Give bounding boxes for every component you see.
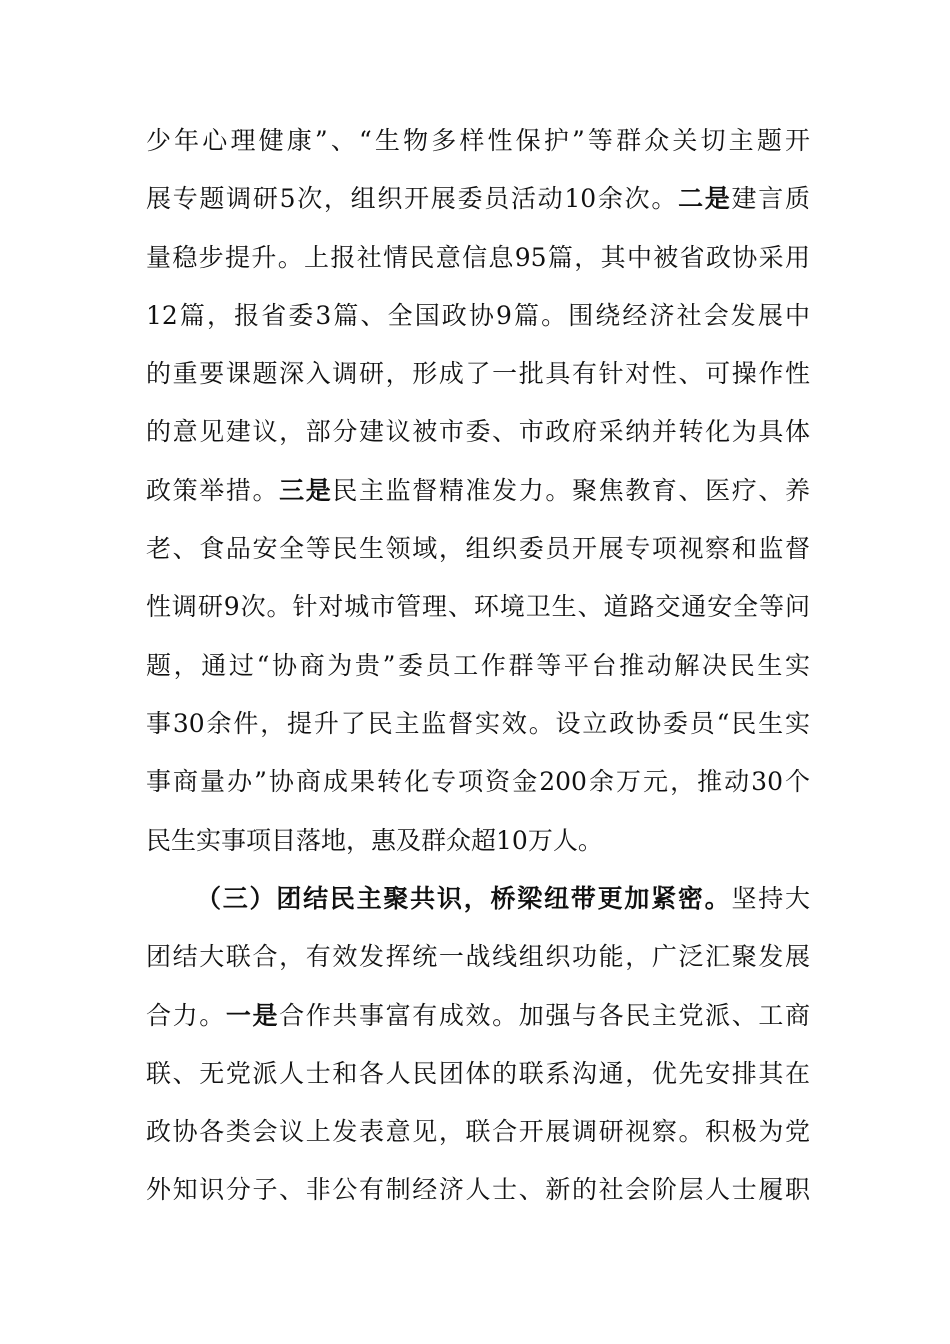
text-run: 外知识分子、非公有制经济人士、新的社会阶层人士履职 [146,1175,810,1205]
section-heading-line [146,870,810,928]
text-line [146,462,810,520]
bold-run: 二是 [678,184,732,214]
text-line [146,637,810,695]
section-heading: （三）团结民主聚共识，桥梁纽带更加紧密。 [196,884,732,913]
text-line [146,403,810,461]
text-line [146,520,810,578]
text-run: 少年心理健康”、“生物多样性保护”等群众关切主题开 [146,126,810,155]
text-run: 政策举措。 [146,475,280,505]
text-run: 政协各类会议上发表意见，联合开展调研视察。积极为党 [146,1117,810,1147]
text-line [146,1045,810,1103]
text-line [146,112,810,170]
text-run: 12篇，报省委3篇、全国政协9篇。围绕经济社会发展中 [146,300,810,330]
text-line [146,229,810,287]
text-line [146,753,810,811]
text-line [146,695,810,753]
bold-run: 三是 [279,475,333,505]
text-run: 事商量办”协商成果转化专项资金200余万元，推动30个 [146,767,810,797]
text-run: 题，通过“协商为贵”委员工作群等平台推动解决民生实 [146,650,810,680]
text-run: 团结大联合，有效发挥统一战线组织功能，广泛汇聚发展 [146,942,810,972]
paragraph-section-three [146,870,810,1220]
text-run: 的意见建议，部分建议被市委、市政府采纳并转化为具体 [146,417,810,447]
text-run: 性调研9次。针对城市管理、环境卫生、道路交通安全等问 [146,592,810,622]
text-run: 的重要课题深入调研，形成了一批具有针对性、可操作性 [146,359,810,389]
text-run: 合作共事富有成效。加强与各民主党派、工商 [279,1000,810,1030]
text-line [146,345,810,403]
text-line [146,928,810,986]
text-run: 民生实事项目落地，惠及群众超10万人。 [146,825,603,855]
text-line [146,1103,810,1161]
bold-run: 一是 [225,1000,280,1030]
text-run: 联、无党派人士和各人民团体的联系沟通，优先安排其在 [146,1058,810,1088]
text-run: 展专题调研5次，组织开展委员活动10余次。 [146,184,679,214]
text-line [146,812,810,870]
text-line [146,1161,810,1219]
paragraph-work-report-part-1 [146,112,810,870]
text-run: 坚持大 [731,884,810,913]
text-line [146,987,810,1045]
text-run: 老、食品安全等民生领域，组织委员开展专项视察和监督 [146,534,810,564]
text-run: 民主监督精准发力。聚焦教育、医疗、养 [332,475,810,505]
text-run: 合力。 [146,1000,226,1030]
text-run: 量稳步提升。上报社情民意信息95篇，其中被省政协采用 [146,242,810,272]
text-run: 事30余件，提升了民主监督实效。设立政协委员“民生实 [146,708,810,738]
text-line [146,578,810,636]
text-line [146,287,810,345]
text-run: 建言质 [731,184,810,214]
text-line [146,170,810,228]
